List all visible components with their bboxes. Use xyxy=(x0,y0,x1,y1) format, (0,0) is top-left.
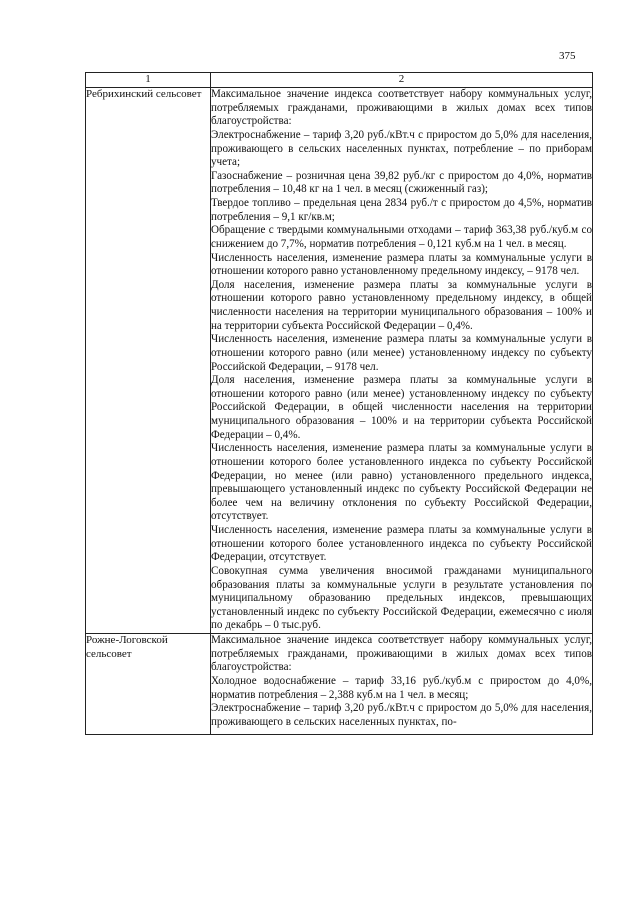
indicator-text-cell xyxy=(211,634,593,735)
paragraph: Электроснабжение – тариф 3,20 руб./кВт.ч с приростом до 5,0% для населения, проживающего в сельских населенных пунктах, по- xyxy=(211,702,592,728)
paragraph: Твердое топливо – предельная цена 2834 руб./т с приростом до 4,5%, норматив потребления – 9,1 кг/кв.м; xyxy=(211,197,592,223)
table-header-row xyxy=(86,73,593,88)
table-row xyxy=(86,88,593,634)
paragraph: Численность населения, изменение размера платы за коммунальные услуги в отношении которого более установленного индекса по субъекту Российской Федерации, но менее (или равно) установленного предельного индекса, превышающего установленный индекс по субъекту Российской Федерации не более чем на величину отклонения по субъекту Российской Федерации, отсутствует. xyxy=(211,442,592,523)
paragraph: Численность населения, изменение размера платы за коммунальные услуги в отношении которого равно установленному предельному индексу, – 9178 чел. xyxy=(211,251,592,278)
municipality-name: Ребрихинский сельсовет xyxy=(86,88,211,634)
paragraph: Обращение с твердыми коммунальными отходами – тариф 363,38 руб./куб.м со снижением до 7,7%, норматив потребления – 0,121 куб.м на 1 чел. в месяц. xyxy=(211,224,592,250)
page-number: 375 xyxy=(559,50,576,62)
paragraph: Холодное водоснабжение – тариф 33,16 руб./куб.м с приростом до 4,0%, норматив потребления – 2,388 куб.м на 1 чел. в месяц; xyxy=(211,674,592,701)
table-row xyxy=(86,634,593,735)
municipality-name: Рожне-Логовской сельсовет xyxy=(86,634,211,735)
column-header-1: 1 xyxy=(86,73,211,88)
paragraph: Максимальное значение индекса соответствует набору коммунальных услуг, потребляемых гражданами, проживающими в жилых домах всех типов благоустройства: xyxy=(211,634,592,674)
paragraph: Электроснабжение – тариф 3,20 руб./кВт.ч с приростом до 5,0% для населения, проживающего в сельских населенных пунктах, потребление – по приборам учета; xyxy=(211,128,592,169)
paragraph: Газоснабжение – розничная цена 39,82 руб./кг с приростом до 4,0%, норматив потребления – 10,48 кг на 1 чел. в месяц (сжиженный газ); xyxy=(211,169,592,196)
paragraph: Доля населения, изменение размера платы за коммунальные услуги в отношении которого равно (или менее) установленному индексу по субъекту Российской Федерации, в общей численности населения на территории муниципального образования – 100% и на территории субъекта Российской Федерации – 0,4%. xyxy=(211,374,592,441)
document-table xyxy=(85,72,593,735)
paragraph: Численность населения, изменение размера платы за коммунальные услуги в отношении которого более установленного индекса по субъекту Российской Федерации, отсутствует. xyxy=(211,524,592,564)
column-header-2: 2 xyxy=(211,73,593,88)
indicator-text-cell xyxy=(211,88,593,634)
paragraph: Максимальное значение индекса соответствует набору коммунальных услуг, потребляемых гражданами, проживающими в жилых домах всех типов благоустройства: xyxy=(211,88,592,128)
paragraph: Совокупная сумма увеличения вносимой гражданами муниципального образования платы за коммунальные услуги в результате установления по муниципальному образованию предельных индексов, превышающих установленный индекс по субъекту Российской Федерации, ежемесячно с июля по декабрь – 0 тыс.руб. xyxy=(211,564,592,632)
paragraph: Численность населения, изменение размера платы за коммунальные услуги в отношении которого равно (или менее) установленному индексу по субъекту Российской Федерации, – 9178 чел. xyxy=(211,333,592,373)
paragraph: Доля населения, изменение размера платы за коммунальные услуги в отношении которого равно установленному предельному индексу, в общей численности населения на территории муниципального образования – 100% и на территории субъекта Российской Федерации – 0,4%. xyxy=(211,278,592,332)
cell-content-clip xyxy=(211,634,592,734)
